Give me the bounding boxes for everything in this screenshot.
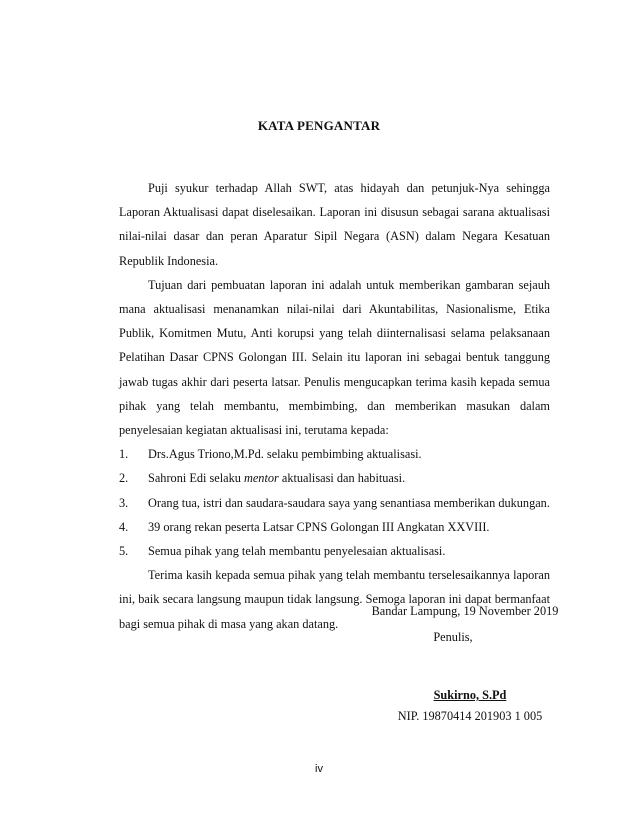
list-item	[119, 442, 550, 466]
list-item	[119, 491, 550, 515]
list-item-text: Semua pihak yang telah membantu penyelesaian aktualisasi.	[148, 544, 446, 559]
signature-place-date: Bandar Lampung, 19 November 2019	[371, 604, 559, 618]
list-item-italic-word: mentor	[243, 471, 279, 486]
page-title: KATA PENGANTAR	[257, 118, 381, 133]
paragraph-purpose: Tujuan dari pembuatan laporan ini adalah untuk memberikan gambaran sejauh mana aktualisasi menanamkan nilai-nilai dari Akuntabilitas, Nasionalisme, Etika Publik, Komitmen Mutu, Anti korupsi yang telah diinternalisasi selama pelaksanaan Pelatihan Dasar CPNS Golongan III. Selain itu laporan ini sebagai bentuk tanggung jawab tugas akhir dari peserta latsar. Penulis mengucapkan terima kasih kepada semua pihak yang telah membantu, membimbing, dan memberikan masukan dalam penyelesaian kegiatan aktualisasi ini, terutama kepada:	[119, 277, 550, 438]
list-item	[119, 539, 550, 563]
list-item-number: 4.	[119, 519, 129, 534]
list-item-number: 1.	[119, 447, 129, 462]
list-item-text-part: Sahroni Edi selaku	[148, 471, 244, 486]
signature-name: Sukirno, S.Pd	[433, 688, 507, 702]
list-item-text-part: aktualisasi dan habituasi.	[278, 471, 406, 486]
paragraph-intro: Puji syukur terhadap Allah SWT, atas hidayah dan petunjuk-Nya sehingga Laporan Aktualisasi dapat diselesaikan. Laporan ini disusun sebagai sarana aktualisasi nilai-nilai dasar dan peran Aparatur Sipil Negara (ASN) dalam Negara Kesatuan Republik Indonesia.	[119, 181, 550, 268]
paragraph-closing: Terima kasih kepada semua pihak yang telah membantu terselesaikannya laporan ini, baik secara langsung maupun tidak langsung. Semoga laporan ini dapat bermanfaat bagi semua pihak di masa yang akan datang.	[119, 568, 550, 631]
list-item-text: Orang tua, istri dan saudara-saudara saya yang senantiasa memberikan dukungan.	[148, 495, 550, 510]
list-item-number: 2.	[119, 471, 129, 486]
list-item	[119, 515, 550, 539]
list-item-number: 3.	[119, 495, 129, 510]
signature-nip: NIP. 19870414 201903 1 005	[397, 709, 543, 723]
thanks-list	[119, 442, 550, 563]
list-item-text	[148, 471, 405, 485]
signature-role: Penulis,	[433, 630, 473, 644]
page-number: iv	[315, 763, 323, 775]
document-body	[119, 176, 550, 636]
list-item-number: 5.	[119, 544, 129, 559]
list-item-text: Drs.Agus Triono,M.Pd. selaku pembimbing aktualisasi.	[148, 447, 422, 462]
list-item	[119, 466, 550, 490]
list-item-text: 39 orang rekan peserta Latsar CPNS Golongan III Angkatan XXVIII.	[148, 519, 490, 534]
